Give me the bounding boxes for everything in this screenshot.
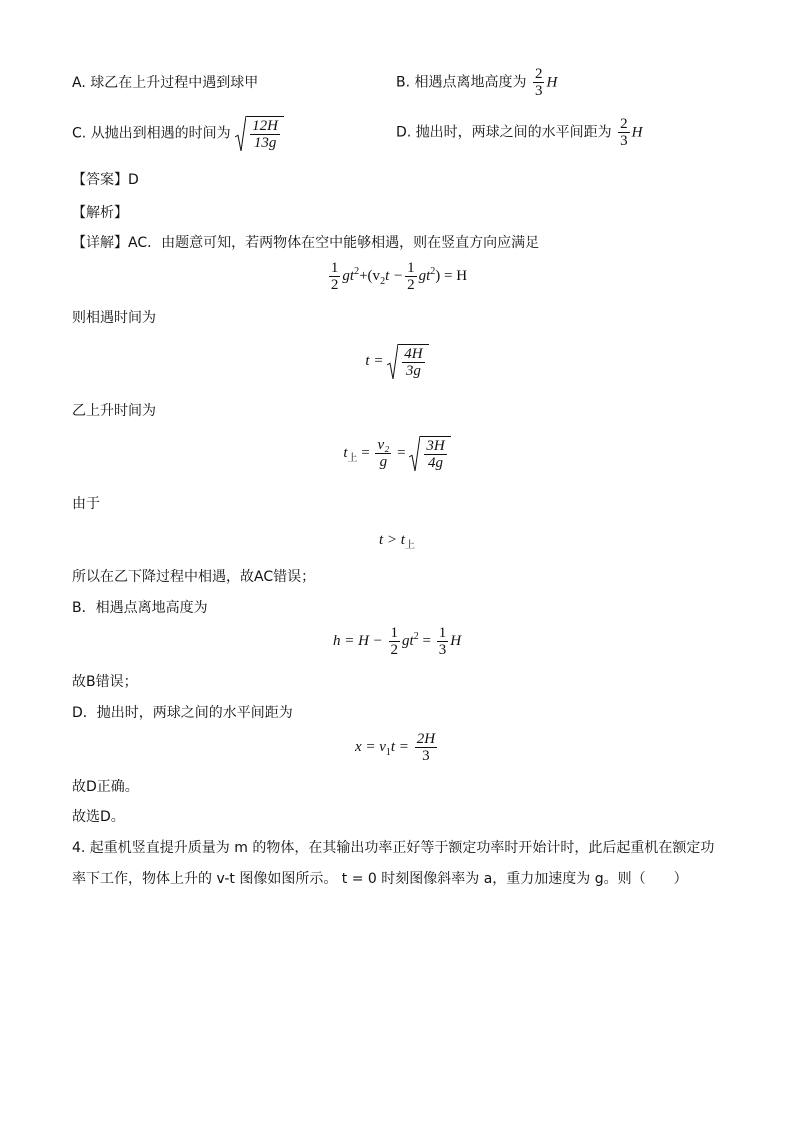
option-b-text: 相遇点离地高度为 xyxy=(414,74,527,91)
equation-4: $t > t_上$ xyxy=(379,532,415,551)
radical-sign-icon xyxy=(387,344,398,379)
text-b-wrong: 故B错误； xyxy=(72,674,138,690)
option-c-label: C. xyxy=(72,125,87,142)
answer-tag: 【答案】 xyxy=(72,172,128,188)
option-d xyxy=(396,116,642,149)
option-d-text: 抛出时，两球之间的水平间距为 xyxy=(415,124,612,141)
text-d-intro: D．抛出时，两球之间的水平间距为 xyxy=(72,705,293,721)
answer-line xyxy=(72,170,139,190)
option-c-text: 从抛出到相遇的时间为 xyxy=(90,125,231,142)
text-since: 由于 xyxy=(72,496,100,512)
text-d-right: 故D正确。 xyxy=(72,779,139,795)
option-a-text: 球乙在上升过程中遇到球甲 xyxy=(90,75,259,91)
radical-sign-icon xyxy=(235,116,246,151)
equation-2: t = $\frac{4H}{3g}$ xyxy=(0,344,794,379)
equation-3: $t_上$ = $\frac{\text{v₂}}{g}$ = $\frac{3H}{4g}$ xyxy=(0,436,794,471)
answer-value: D xyxy=(128,172,139,188)
text-choose: 故选D。 xyxy=(72,809,125,825)
option-a xyxy=(72,73,258,93)
equation-5: h = H − $\frac{1}{2}$ $gt^2$ = $\frac{1}{3}$ H xyxy=(332,625,462,658)
question-4-line-2: 率下工作，物体上升的 v-t 图像如图所示。 t = 0 时刻图像斜率为 a，重力加速度为 g。则（ ） xyxy=(72,871,688,887)
question-4-line-1: 4. 起重机竖直提升质量为 m 的物体，在其输出功率正好等于额定功率时开始计时，此后起重机在额定功 xyxy=(72,840,715,856)
option-b-var: H xyxy=(546,74,558,91)
detail-line xyxy=(72,233,539,253)
analysis-tag: 【解析】 xyxy=(72,205,128,221)
text-meet-time: 则相遇时间为 xyxy=(72,310,156,326)
detail-text: AC．由题意可知，若两物体在空中能够相遇，则在竖直方向应满足 xyxy=(128,235,540,251)
option-b-fraction: $\frac{2}{3}$ xyxy=(534,66,543,99)
radical-sign-icon xyxy=(409,436,420,471)
option-b xyxy=(396,66,557,99)
option-d-fraction: $\frac{2}{3}$ xyxy=(620,116,628,149)
option-c xyxy=(72,116,284,151)
equation-6: $x = v_1t$ = $\frac{2H}{3}$ xyxy=(354,731,436,764)
text-b-intro: B．相遇点离地高度为 xyxy=(72,600,208,616)
option-a-label: A. xyxy=(72,75,86,91)
option-d-label: D. xyxy=(396,124,412,141)
text-rise-time: 乙上升时间为 xyxy=(72,403,156,419)
detail-tag: 【详解】 xyxy=(72,235,128,251)
text-conclusion-ac: 所以在乙下降过程中相遇，故AC错误； xyxy=(72,569,316,585)
option-d-var: H xyxy=(631,124,643,141)
equation-1: $\frac{1}{2}$ $gt^2+(v_2t$ − $\frac{1}{2}$ $gt^2) = H$ xyxy=(330,260,468,293)
option-c-sqrt: $\frac{12H}{13g}$ xyxy=(235,116,284,151)
option-b-label: B. xyxy=(396,74,411,91)
